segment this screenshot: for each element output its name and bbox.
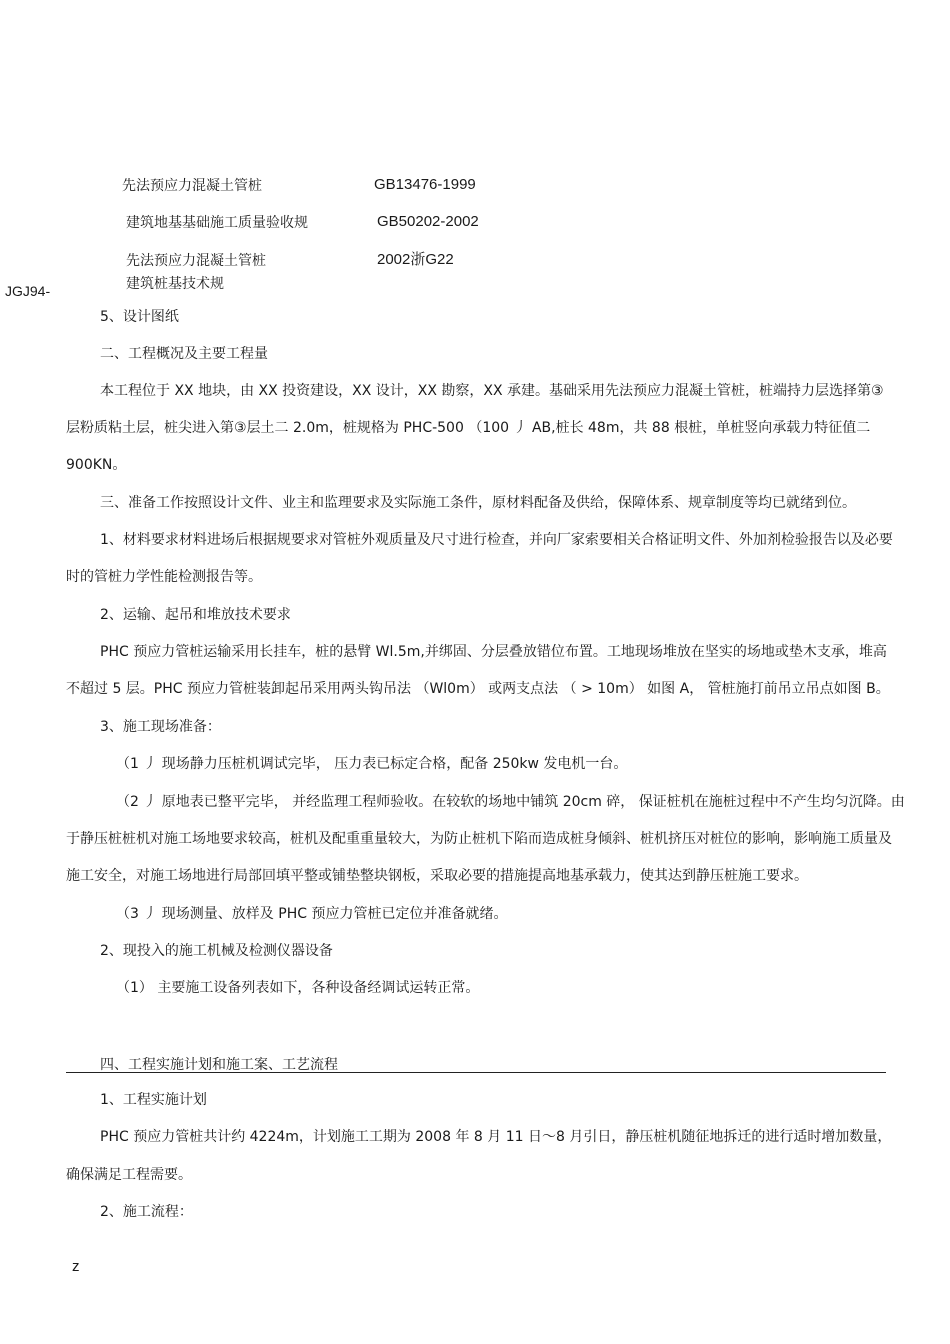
paragraph-line: 本工程位于 XX 地块，由 XX 投资建设，XX 设计，XX 勘察，XX 承建。基础采用先法预应力混凝土管桩，桩端持力层选择第③ bbox=[100, 383, 884, 399]
list-item: （3 丿 现场测量、放样及 PHC 预应力管桩已定位并准备就绪。 bbox=[116, 906, 508, 922]
list-item: （1） 主要施工设备列表如下，各种设备经调试运转正常。 bbox=[116, 980, 480, 996]
paragraph-line: 时的管桩力学性能检测报告等。 bbox=[66, 569, 262, 585]
paragraph-line: 1、材料要求材料进场后根据规要求对管桩外观质量及尺寸进行检查，并向厂家索要相关合格证明文件、外加剂检验报告以及必要 bbox=[100, 532, 893, 548]
margin-fragment: JGJ94- bbox=[5, 283, 51, 299]
subheading-equipment: 2、现投入的施工机械及检测仪器设备 bbox=[100, 943, 333, 959]
standard-name-1: 先法预应力混凝土管桩 bbox=[122, 178, 262, 194]
subheading-site-prep: 3、施工现场准备： bbox=[100, 719, 221, 735]
standard-name-3: 先法预应力混凝土管桩 bbox=[126, 253, 266, 269]
paragraph-line: 确保满足工程需要。 bbox=[66, 1167, 192, 1183]
list-item: （1 丿 现场静力压桩机调试完毕， 压力表已标定合格，配备 250kw 发电机一台。 bbox=[116, 756, 628, 772]
paragraph-line: PHC 预应力管桩运输采用长挂车，桩的悬臂 Wl.5m,并绑固、分层叠放错位布置。工地现场堆放在坚实的场地或垫木支承，堆高 bbox=[100, 644, 887, 660]
subheading-plan: 1、工程实施计划 bbox=[100, 1092, 207, 1108]
standard-code-3: 2002浙G22 bbox=[377, 251, 454, 268]
standard-name-4: 建筑桩基技术规 bbox=[126, 276, 224, 292]
heading-preparation: 三、准备工作按照设计文件、业主和监理要求及实际施工条件，原材料配备及供给，保障体系、规章制度等均已就绪到位。 bbox=[100, 495, 856, 511]
standard-code-2: GB50202-2002 bbox=[377, 213, 479, 230]
subheading-process-flow: 2、施工流程： bbox=[100, 1204, 193, 1220]
footer-mark: z bbox=[72, 1258, 80, 1275]
heading-project-overview: 二、工程概况及主要工程量 bbox=[100, 346, 268, 362]
heading-implementation-plan: 四、工程实施计划和施工案、工艺流程 bbox=[100, 1057, 338, 1073]
paragraph-line: 施工安全，对施工场地进行局部回填平整或铺垫整块钢板，采取必要的措施提高地基承载力，使其达到静压桩施工要求。 bbox=[66, 868, 808, 884]
list-item: （2 丿 原地表已整平完毕， 并经监理工程师验收。在较软的场地中铺筑 20cm 碎， 保证桩机在施桩过程中不产生均匀沉降。由 bbox=[116, 794, 905, 810]
subheading-transport: 2、运输、起吊和堆放技术要求 bbox=[100, 607, 291, 623]
section-divider bbox=[66, 1072, 886, 1073]
paragraph-line: PHC 预应力管桩共计约 4224m，计划施工工期为 2008 年 8 月 11 日～8 月引日，静压桩机随征地拆迁的进行适时增加数量， bbox=[100, 1129, 892, 1145]
paragraph-line: 900KN。 bbox=[66, 457, 127, 473]
section-design-drawings: 5、设计图纸 bbox=[100, 309, 179, 325]
standard-code-1: GB13476-1999 bbox=[374, 176, 476, 193]
paragraph-line: 不超过 5 层。PHC 预应力管桩装卸起吊采用两头钩吊法 （Wl0m） 或两支点法 （ > 10m） 如图 A， 管桩施打前吊立吊点如图 B。 bbox=[66, 681, 890, 697]
paragraph-line: 层粉质粘土层，桩尖进入第③层土二 2.0m，桩规格为 PHC-500 （100 丿 AB,桩长 48m，共 88 根桩，单桩竖向承载力特征值二 bbox=[66, 420, 871, 436]
paragraph-line: 于静压桩桩机对施工场地要求较高，桩机及配重重量较大，为防止桩机下陷而造成桩身倾斜、桩机挤压对桩位的影响，影响施工质量及 bbox=[66, 831, 892, 847]
standard-name-2: 建筑地基基础施工质量验收规 bbox=[126, 215, 308, 231]
